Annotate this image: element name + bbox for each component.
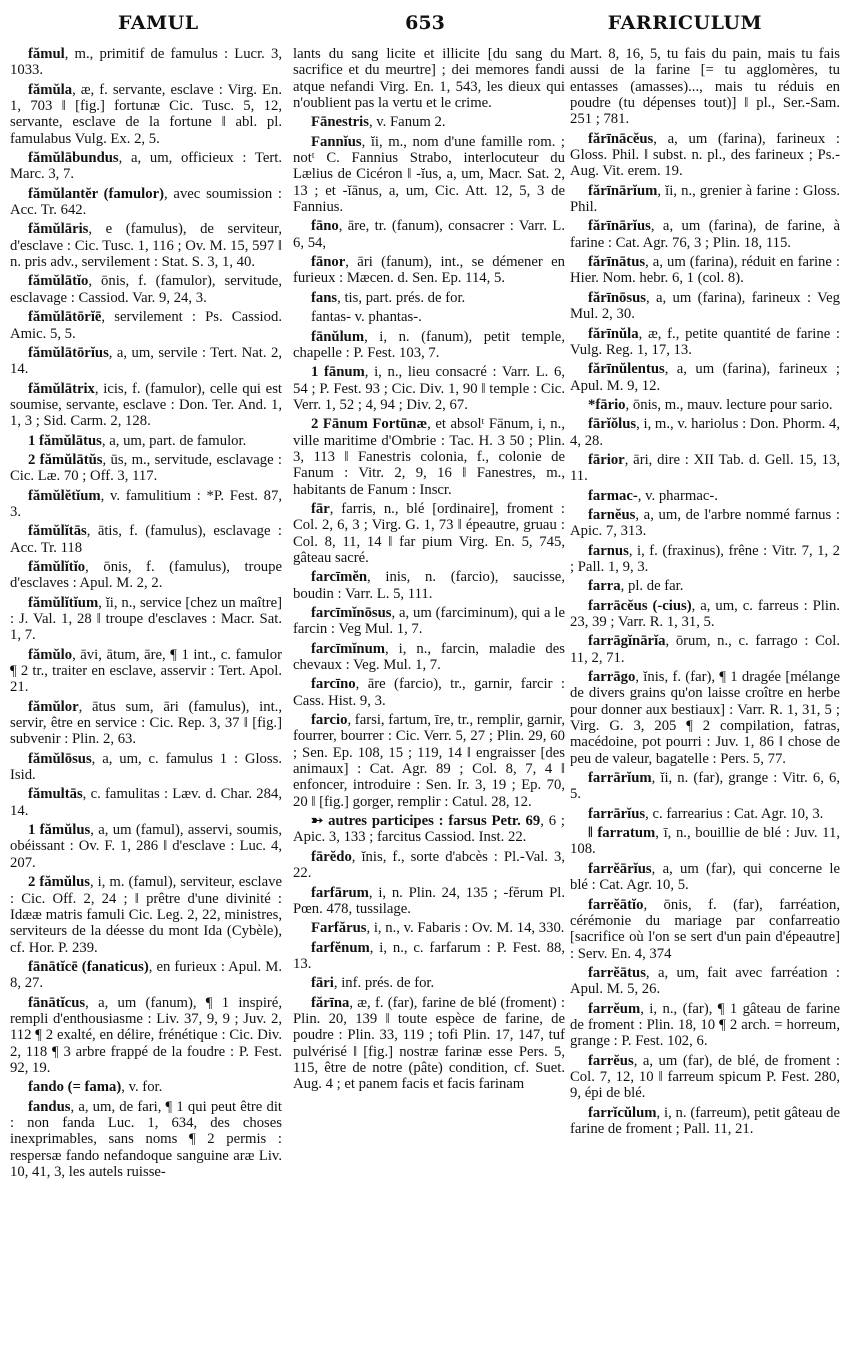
dictionary-entry: fămŭlātōrĭus, a, um, servile : Tert. Nat. 2, 14. <box>10 344 282 378</box>
dictionary-entry: farrĕus, a, um (far), de blé, de froment : Col. 7, 12, 10 ‖ farreum spicum P. Fest. 280, 9, épi de blé. <box>570 1052 840 1102</box>
dictionary-entry: fămŭlantĕr (famulor), avec soumission : Acc. Tr. 642. <box>10 185 282 219</box>
dictionary-entry: fărīnŭla, æ, f., petite quantité de farine : Vulg. Reg. 1, 17, 13. <box>570 325 840 358</box>
dictionary-entry: 1 fānum, i, n., lieu consacré : Varr. L. 6, 54 ; P. Fest. 93 ; Cic. Div. 1, 90 ‖ temple : Cic. Verr. 1, 52 ; 4, 94 ; Div. 2, 67. <box>293 364 565 413</box>
dictionary-entry: fărīna, æ, f. (far), farine de blé (froment) : Plin. 20, 139 ‖ toute espèce de farine, de poudre : Plin. 33, 119 ; tofi Plin. 17, 147, tuf pulvérisé ‖ [fig.] nostræ farinæ esse Pers. 5, 115, être de notre (pâte) condition, cf. Suet. Aug. 4 ; et panem facis et facis farinam <box>293 994 565 1093</box>
dictionary-entry: fānor, āri (fanum), int., se démener en furieux : Mæcen. d. Sen. Ep. 114, 5. <box>293 254 565 287</box>
dictionary-entry: fămultās, c. famulitas : Læv. d. Char. 284, 14. <box>10 786 282 819</box>
dictionary-entry: farcīmĭnum, i, n., farcin, maladie des chevaux : Veg. Mul. 1, 7. <box>293 640 565 674</box>
dictionary-entry: fānātĭcē (fanaticus), en furieux : Apul. M. 8, 27. <box>10 958 282 992</box>
dictionary-entry: Farfărus, i, n., v. Fabaris : Ov. M. 14, 330. <box>311 920 565 937</box>
dictionary-entry: fărīnācĕus, a, um (farina), farineux : Gloss. Phil. ‖ subst. n. pl., des farineux ; Ps.-Aug. Vit. erem. 19. <box>570 130 840 180</box>
dictionary-entry: fărīnŭlentus, a, um (farina), farineux ; Apul. M. 9, 12. <box>570 361 840 394</box>
dictionary-entry: fantas- v. phantas-. <box>311 309 422 326</box>
dictionary-entry: farra, pl. de far. <box>588 578 684 595</box>
dictionary-entry: *fārio, ōnis, m., mauv. lecture pour sario. <box>588 396 833 413</box>
dictionary-entry: fărīnōsus, a, um (farina), farineux : Veg Mul. 2, 30. <box>570 289 840 323</box>
dictionary-entry: fămŭlĭtās, ātis, f. (famulus), esclavage : Acc. Tr. 118 <box>10 523 282 556</box>
dictionary-entry: 1 fămŭlātus, a, um, part. de famulor. <box>28 432 247 449</box>
dictionary-entry: fărīnārĭus, a, um (farina), de farine, à farine : Cat. Agr. 76, 3 ; Plin. 18, 115. <box>570 218 840 251</box>
dictionary-entry: fămŭlĭtĭo, ōnis, f. (famulus), troupe d'esclaves : Apul. M. 2, 2. <box>10 558 282 592</box>
dictionary-entry: fans, tis, part. prés. de for. <box>311 289 466 306</box>
dictionary-entry: fămŭla, æ, f. servante, esclave : Virg. En. 1, 703 ‖ [fig.] fortunæ Cic. Tusc. 5, 12, servante, esclave de la fortune ‖ abl. pl. famulabus Vulg. Ex. 2, 5. <box>10 81 282 147</box>
dictionary-entry: fār, farris, n., blé [ordinaire], froment : Col. 2, 6, 3 ; Virg. G. 1, 73 ‖ épeautre, gruau : Col. 8, 11, 14 ‖ far pium Virg. En. 5, 745, gâteau sacré. <box>293 500 565 566</box>
dictionary-entry: ➳ autres participes : farsus Petr. 69, 6 ; Apic. 3, 133 ; farcitus Cassiod. Inst. 22. <box>293 813 565 846</box>
column-1 <box>10 46 282 1346</box>
dictionary-entry: farcīmĭnōsus, a, um (farciminum), qui a le farcin : Veg Mul. 1, 7. <box>293 605 565 638</box>
dictionary-entry: fārĭŏlus, i, m., v. hariolus : Don. Phorm. 4, 4, 28. <box>570 416 840 449</box>
dictionary-entry: farcīmĕn, inis, n. (farcio), saucisse, boudin : Varr. L. 5, 111. <box>293 569 565 602</box>
dictionary-entry: 2 Fānum Fortūnæ, et absolᵗ Fānum, i, n., ville maritime d'Ombrie : Tac. H. 3 50 ; Plin. 3, 113 ‖ Fanestris colonia, f., colonie de Fanum : Vitr. 2, 9, 16 ‖ Fanestres, m., habitants de Fanum : Inscr. <box>293 416 565 498</box>
dictionary-entry: fămŭlōsus, a, um, c. famulus 1 : Gloss. Isid. <box>10 750 282 784</box>
dictionary-entry: farrārĭus, c. farrearius : Cat. Agr. 10, 3. <box>588 805 824 822</box>
dictionary-entry: farrĕātĭo, ōnis, f. (far), farréation, cérémonie du mariage par confarreatio [sacrifice où l'on se sert d'un pain d'épeautre] : Serv. En. 4, 374 <box>570 896 840 962</box>
dictionary-entry: farrārĭum, ĭi, n. (far), grange : Vitr. 6, 6, 5. <box>570 770 840 803</box>
dictionary-entry: fāno, āre, tr. (fanum), consacrer : Varr. L. 6, 54, <box>293 218 565 251</box>
dictionary-entry: ‖ farratum, ī, n., bouillie de blé : Juv. 11, 108. <box>570 825 840 858</box>
dictionary-entry: fandus, a, um, de fari, ¶ 1 qui peut être dit : non fanda Luc. 1, 634, des choses inexprimables, sans noms ¶ 2 permis : respersæ fando nefandoque sanguine aræ Liv. 10, 41, 3, les autels ruisse- <box>10 1098 282 1180</box>
dictionary-entry: 1 fămŭlus, a, um (famul), asservi, soumis, obéissant : Ov. F. 1, 286 ‖ d'esclave : Luc. 4, 207. <box>10 822 282 871</box>
dictionary-entry: Fannĭus, ĭi, m., nom d'une famille rom. ; notᵗ C. Fannius Strabo, interlocuteur du Lælius de Cicéron ‖ -ĭus, a, um, Macr. Sat. 2, 13 ; et -ĭānus, a, um, Cic. Att. 12, 5, 3 de Fannius. <box>293 133 565 216</box>
running-header <box>0 6 850 38</box>
dictionary-entry: fămŭlāris, e (famulus), de serviteur, d'esclave : Cic. Tusc. 1, 116 ; Ov. M. 15, 597 ‖ n. pris adv., servilement : Stat. S. 3, 1, 40. <box>10 221 282 271</box>
dictionary-entry: farrāgĭnārĭa, ōrum, n., c. farrago : Col. 11, 2, 71. <box>570 633 840 666</box>
dictionary-entry: fărīnārĭum, ĭi, n., grenier à farine : Gloss. Phil. <box>570 182 840 216</box>
dictionary-entry: fămŭlor, ātus sum, āri (famulus), int., servir, être en service : Cic. Rep. 3, 37 ‖ [fig.] subvenir : Plin. 2, 63. <box>10 698 282 748</box>
dictionary-entry: fāri, inf. prés. de for. <box>311 975 435 992</box>
dictionary-entry: 2 fămŭlus, i, m. (famul), serviteur, esclave : Cic. Off. 2, 24 ; ‖ prêtre d'une divinité : Idææ matris famuli Cic. Leg. 2, 22, ministres, serviteurs de la déesse du mont Ida (Cybèle), cf. Hor. P. 239. <box>10 874 282 956</box>
dictionary-entry: fămŭlĭtĭum, ĭi, n., service [chez un maître] : J. Val. 1, 28 ‖ troupe d'esclaves : Macr. Sat. 1, 7. <box>10 594 282 644</box>
dictionary-entry: farrĕum, i, n., (far), ¶ 1 gâteau de farine de froment : Plin. 18, 10 ¶ 2 arch. = horreum, grange : P. Fest. 102, 6. <box>570 1000 840 1050</box>
dictionary-entry: farrācĕus (-cius), a, um, c. farreus : Plin. 23, 39 ; Varr. R. 1, 31, 5. <box>570 597 840 630</box>
dictionary-entry: farnĕus, a, um, de l'arbre nommé farnus : Apic. 7, 313. <box>570 506 840 540</box>
header-last-word: FARRICULUM <box>607 12 762 34</box>
dictionary-entry: 2 fămŭlātŭs, ūs, m., servitude, esclavage : Cic. Læ. 70 ; Off. 3, 117. <box>10 451 282 485</box>
dictionary-entry: fămŭlātōrĭē, servilement : Ps. Cassiod. Amic. 5, 5. <box>10 309 282 342</box>
dictionary-entry: fărīnātus, a, um (farina), réduit en farine : Hier. Nom. hebr. 6, 1 (col. 8). <box>570 254 840 287</box>
column-3 <box>570 46 840 1346</box>
dictionary-entry: fămŭlĕtĭum, v. famulitium : *P. Fest. 87, 3. <box>10 487 282 520</box>
dictionary-entry: farfārum, i, n. Plin. 24, 135 ; -fĕrum Pl. Pœn. 478, tussilage. <box>293 884 565 917</box>
dictionary-entry: fămŭlātĭo, ōnis, f. (famulor), servitude, esclavage : Cassiod. Var. 9, 24, 3. <box>10 273 282 306</box>
page-number: 653 <box>405 12 445 34</box>
dictionary-entry: farcio, farsi, fartum, īre, tr., remplir, garnir, fourrer, bourrer : Cic. Verr. 5, 27 ; Plin. 29, 60 ; Sen. Ep. 108, 15 ; 119, 14 ‖ engraisser [des animaux] : Cat. Agr. 89 ; Col. 8, 7, 4 ‖ enfoncer, introduire : Sen. Ir. 3, 19 ; Ep. 70, 20 ‖ [fig.] gorger, remplir : Catul. 28, 12. <box>293 712 565 810</box>
dictionary-entry: farrĭcŭlum, i, n. (farreum), petit gâteau de farine de froment ; Pall. 11, 21. <box>570 1104 840 1137</box>
header-first-word: FAMUL <box>118 12 199 34</box>
dictionary-entry: fārior, āri, dire : XII Tab. d. Gell. 15, 13, 11. <box>570 451 840 485</box>
dictionary-entry: fămŭlo, āvi, ātum, āre, ¶ 1 int., c. famulor ¶ 2 tr., traiter en esclave, asservir : Tert. Apol. 21. <box>10 646 282 696</box>
dictionary-entry: fānātĭcus, a, um (fanum), ¶ 1 inspiré, rempli d'enthousiasme : Liv. 37, 9, 9 ; Juv. 2, 112 ¶ 2 exalté, en délire, frénétique : Cic. Div. 2, 118 ¶ 3 arbre frappé de la foudre : P. Fest. 92, 19. <box>10 994 282 1076</box>
dictionary-entry: lants du sang licite et illicite [du sang du sacrifice et du meurtre] ; dei memores fandi atque nefandi Virg. En. 1, 543, les dieux qui n'oublient pas la vertu et le crime. <box>293 46 565 112</box>
dictionary-entry: fămul, m., primitif de famulus : Lucr. 3, 1033. <box>10 46 282 79</box>
dictionary-entry: farrĕārĭus, a, um (far), qui concerne le blé : Cat. Agr. 10, 5. <box>570 860 840 894</box>
dictionary-entry: farrāgo, ĭnis, f. (far), ¶ 1 dragée [mélange de divers grains qu'on laisse croître en herbe pour donner aux bestiaux] : Varr. R. 1, 31, 5 ; Virg. G. 3, 205 ¶ 2 compilation, fatras, macédoine, pot pourri : Juv. 1, 86 ‖ chose de peu de valeur, bagatelle : Pers. 5, 77. <box>570 669 840 767</box>
dictionary-entry: farcīno, āre (farcio), tr., garnir, farcir : Cass. Hist. 9, 3. <box>293 676 565 709</box>
dictionary-entry: fānŭlum, i, n. (fanum), petit temple, chapelle : P. Fest. 103, 7. <box>293 328 565 361</box>
dictionary-entry: fămŭlābundus, a, um, officieux : Tert. Marc. 3, 7. <box>10 150 282 183</box>
dictionary-entry: farmac-, v. pharmac-. <box>588 487 718 504</box>
dictionary-entry: Fānestris, v. Fanum 2. <box>311 114 446 131</box>
dictionary-entry: farrĕātus, a, um, fait avec farréation : Apul. M. 5, 26. <box>570 964 840 998</box>
dictionary-entry: farfĕnum, i, n., c. farfarum : P. Fest. 88, 13. <box>293 939 565 972</box>
dictionary-entry: fando (= fama), v. for. <box>28 1079 163 1096</box>
dictionary-entry: fārĕdo, ĭnis, f., sorte d'abcès : Pl.-Val. 3, 22. <box>293 848 565 882</box>
dictionary-entry: fămŭlātrix, icis, f. (famulor), celle qui est soumise, servante, esclave : Don. Ter. And. 1, 1, 3 ; Sid. Carm. 2, 128. <box>10 380 282 430</box>
column-2 <box>293 46 565 1346</box>
dictionary-entry: farnus, i, f. (fraxinus), frêne : Vitr. 7, 1, 2 ; Pall. 1, 9, 3. <box>570 542 840 575</box>
dictionary-entry: Mart. 8, 16, 5, tu fais du pain, mais tu fais aussi de la farine [= tu agglomères, tu entasses (amasses)..., mais tu réduis en poudre (tu dépenses tout)] ‖ pl., Ser.-Sam. 251 ; 781. <box>570 46 840 128</box>
